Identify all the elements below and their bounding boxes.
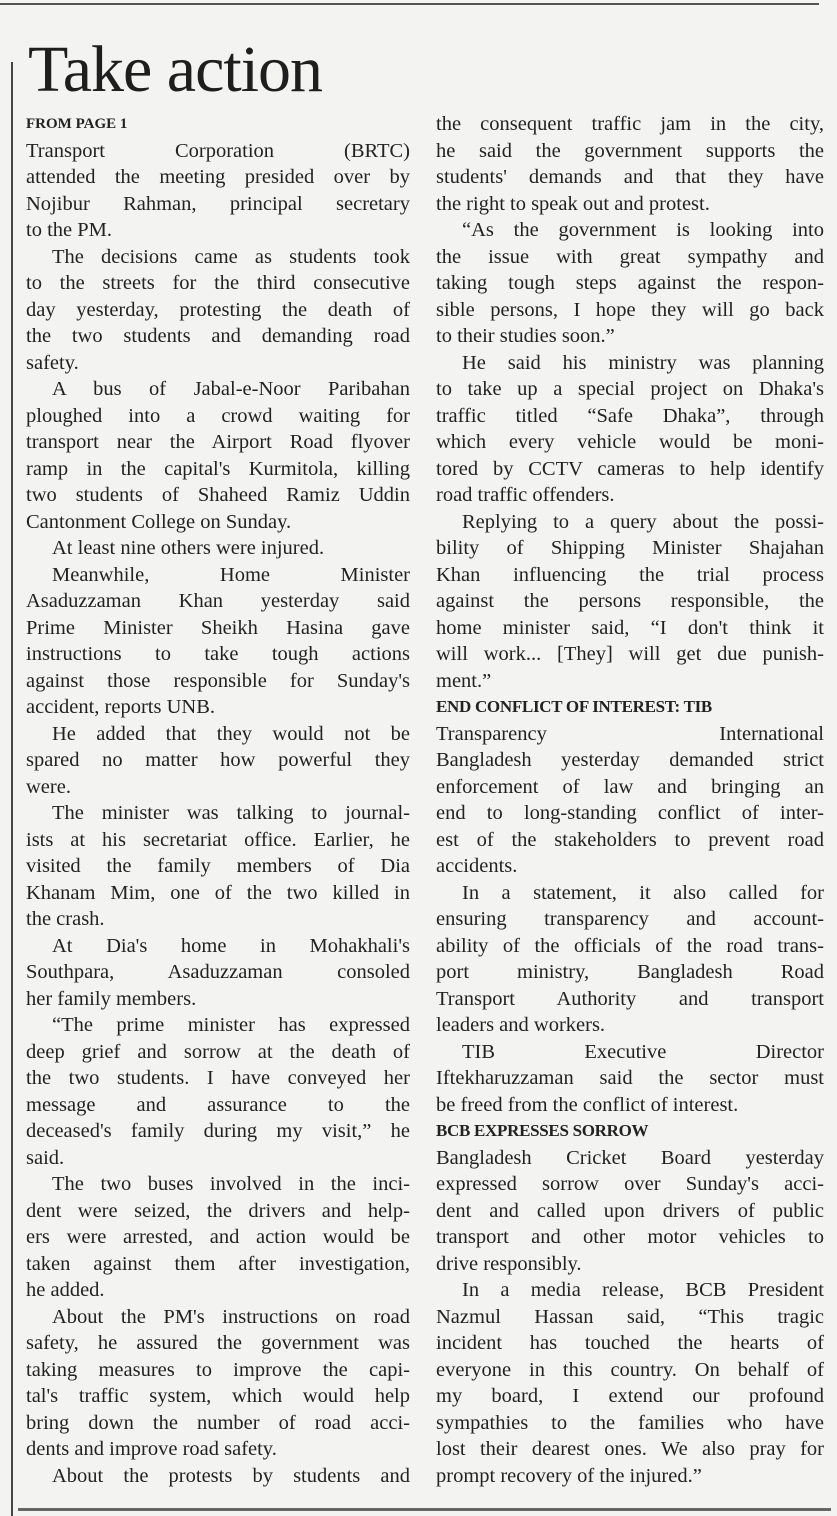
paragraph xyxy=(26,1463,410,1490)
text-line: sympathies to the families who have xyxy=(436,1411,824,1434)
text-line: taking measures to improve the capi- xyxy=(26,1358,410,1381)
text-line: sible persons, I hope they will go back xyxy=(436,298,824,321)
text-line: the two students and demanding road xyxy=(26,325,410,347)
text-line: he said the government supports the xyxy=(436,139,824,162)
text-line: Prime Minister Sheikh Hasina gave xyxy=(26,616,410,639)
text-line: visited the family members of Dia xyxy=(26,855,410,877)
text-line: taken against them after investigation, xyxy=(26,1252,410,1275)
text-line: spared no matter how powerful they xyxy=(26,749,410,771)
text-line: to the PM. xyxy=(26,219,112,241)
paragraph xyxy=(436,111,824,217)
text-line: In a media release, BCB President xyxy=(462,1279,824,1301)
text-line: my board, I extend our profound xyxy=(436,1385,824,1407)
kicker-label xyxy=(26,111,410,138)
text-line: TIB Executive Director xyxy=(462,1040,824,1063)
text-line: the issue with great sympathy and xyxy=(436,245,824,268)
text-line: enforcement of law and bringing an xyxy=(436,775,824,798)
paragraph xyxy=(26,562,410,721)
text-line: Meanwhile, Home Minister xyxy=(52,563,410,586)
text-line: day yesterday, protesting the death of xyxy=(26,298,410,321)
text-line: Replying to a query about the possi- xyxy=(462,510,824,533)
text-line: against the persons responsible, the xyxy=(436,590,824,612)
text-line: ers were arrested, and action would be xyxy=(26,1226,410,1248)
text-line: Transparency International xyxy=(436,722,824,745)
text-line: He added that they would not be xyxy=(52,722,410,745)
paragraph xyxy=(436,1145,824,1278)
text-line: deceased's family during my visit,” he xyxy=(26,1120,410,1142)
text-line: dent were seized, the drivers and help- xyxy=(26,1199,410,1222)
text-line: two students of Shaheed Ramiz Uddin xyxy=(26,484,410,506)
headline: Take action xyxy=(28,33,323,106)
text-line: Asaduzzaman Khan yesterday said xyxy=(26,590,410,612)
paragraph xyxy=(26,1171,410,1304)
text-line: accidents. xyxy=(436,855,518,877)
paragraph xyxy=(436,880,824,1039)
text-line: home minister said, “I don't think it xyxy=(436,616,824,639)
text-line: road traffic offenders. xyxy=(436,484,615,506)
text-line: “As the government is looking into xyxy=(462,219,824,241)
paragraph xyxy=(26,376,410,535)
paragraph xyxy=(26,535,410,562)
text-line: incident has touched the hearts of xyxy=(436,1332,824,1354)
text-line: Nazmul Hassan said, “This tragic xyxy=(436,1305,824,1328)
bottom-rule xyxy=(18,1508,831,1511)
text-line: the consequent traffic jam in the city, xyxy=(436,113,824,135)
text-line: Southpara, Asaduzzaman consoled xyxy=(26,961,410,983)
text-line: Bangladesh Cricket Board yesterday xyxy=(436,1146,824,1169)
text-line: transport and other motor vehicles to xyxy=(436,1226,824,1248)
text-line: tal's traffic system, which would help xyxy=(26,1385,410,1407)
text-line: prompt recovery of the injured.” xyxy=(436,1464,702,1487)
paragraph xyxy=(436,721,824,880)
text-line: to take up a special project on Dhaka's xyxy=(436,378,824,400)
text-line: against those responsible for Sunday's xyxy=(26,669,410,692)
text-line: Iftekharuzzaman said the sector must xyxy=(436,1067,824,1089)
text-line: Khanam Mim, one of the two killed in xyxy=(26,881,410,904)
text-line: ability of the officials of the road trans- xyxy=(436,934,824,957)
paragraph xyxy=(26,1304,410,1463)
paragraph xyxy=(436,350,824,509)
text-line: A bus of Jabal-e-Noor Paribahan xyxy=(52,378,410,400)
paragraph xyxy=(26,721,410,801)
paragraph xyxy=(26,1012,410,1171)
article-column-left xyxy=(26,111,410,1489)
paragraph xyxy=(436,509,824,695)
paragraph xyxy=(26,138,410,244)
text-line: Transport Authority and transport xyxy=(436,987,824,1010)
text-line: He said his ministry was planning xyxy=(462,351,824,374)
text-line: deep grief and sorrow at the death of xyxy=(26,1040,410,1063)
section-subhead xyxy=(436,1118,824,1145)
text-line: bility of Shipping Minister Shajahan xyxy=(436,537,824,559)
paragraph xyxy=(26,933,410,1013)
text-line: end to long-standing conflict of inter- xyxy=(436,802,824,824)
text-line: dents and improve road safety. xyxy=(26,1438,277,1460)
text-line: expressed sorrow over Sunday's acci- xyxy=(436,1173,824,1195)
text-line: FROM PAGE 1 xyxy=(26,116,128,132)
text-line: were. xyxy=(26,775,71,798)
text-line: “The prime minister has expressed xyxy=(52,1014,410,1036)
text-line: students' demands and that they have xyxy=(436,166,824,188)
left-column-rule xyxy=(11,62,13,1516)
text-line: Khan influencing the trial process xyxy=(436,563,824,586)
text-line: tored by CCTV cameras to help identify xyxy=(436,457,824,480)
text-line: ists at his secretariat office. Earlier, he xyxy=(26,828,410,851)
text-line: The minister was talking to journal- xyxy=(52,802,410,824)
text-line: END CONFLICT OF INTEREST: TIB xyxy=(436,697,712,716)
text-line: be freed from the conflict of interest. xyxy=(436,1093,739,1116)
text-line: About the PM's instructions on road xyxy=(52,1305,410,1328)
text-line: port ministry, Bangladesh Road xyxy=(436,961,824,983)
text-line: said. xyxy=(26,1146,65,1169)
text-line: BCB EXPRESSES SORROW xyxy=(436,1121,649,1140)
paragraph xyxy=(436,1277,824,1489)
paragraph xyxy=(436,1039,824,1119)
text-line: to their studies soon.” xyxy=(436,325,615,347)
text-line: drive responsibly. xyxy=(436,1252,582,1275)
text-line: everyone in this country. On behalf of xyxy=(436,1358,824,1381)
text-line: The decisions came as students took xyxy=(52,245,410,268)
text-line: transport near the Airport Road flyover xyxy=(26,431,410,453)
text-line: the right to speak out and protest. xyxy=(436,192,710,215)
article-column-right xyxy=(436,111,824,1489)
text-line: lost their dearest ones. We also pray for xyxy=(436,1438,824,1460)
text-line: At least nine others were injured. xyxy=(52,537,325,559)
text-line: leaders and workers. xyxy=(436,1014,606,1036)
text-line: Nojibur Rahman, principal secretary xyxy=(26,192,410,215)
text-line: will work... [They] will get due punish- xyxy=(436,643,824,665)
text-line: ment.” xyxy=(436,669,492,692)
text-line: bring down the number of road acci- xyxy=(26,1411,410,1434)
text-line: ramp in the capital's Kurmitola, killing xyxy=(26,457,410,480)
top-rule xyxy=(0,3,819,5)
text-line: the two students. I have conveyed her xyxy=(26,1067,410,1089)
text-line: which every vehicle would be moni- xyxy=(436,431,824,453)
text-line: Transport Corporation (BRTC) xyxy=(26,139,410,162)
text-line: accident, reports UNB. xyxy=(26,696,215,718)
text-line: her family members. xyxy=(26,987,197,1010)
text-line: traffic titled “Safe Dhaka”, through xyxy=(436,404,824,427)
text-line: safety, he assured the government was xyxy=(26,1332,410,1354)
text-line: Bangladesh yesterday demanded strict xyxy=(436,749,824,771)
paragraph xyxy=(26,244,410,377)
text-line: taking tough steps against the respon- xyxy=(436,272,824,294)
text-line: instructions to take tough actions xyxy=(26,643,410,665)
paragraph xyxy=(26,800,410,933)
text-line: message and assurance to the xyxy=(26,1093,410,1116)
text-line: dent and called upon drivers of public xyxy=(436,1199,824,1222)
text-line: safety. xyxy=(26,351,79,374)
text-line: ensuring transparency and account- xyxy=(436,908,824,930)
section-subhead xyxy=(436,694,824,721)
text-line: he added. xyxy=(26,1279,105,1301)
text-line: In a statement, it also called for xyxy=(462,881,824,904)
text-line: attended the meeting presided over by xyxy=(26,166,410,188)
text-line: ploughed into a crowd waiting for xyxy=(26,404,410,427)
text-line: The two buses involved in the inci- xyxy=(52,1173,410,1195)
text-line: About the protests by students and xyxy=(52,1464,410,1487)
text-line: the crash. xyxy=(26,908,105,930)
text-line: Cantonment College on Sunday. xyxy=(26,510,292,533)
text-line: est of the stakeholders to prevent road xyxy=(436,828,824,851)
text-line: At Dia's home in Mohakhali's xyxy=(52,934,410,957)
paragraph xyxy=(436,217,824,350)
text-line: to the streets for the third consecutive xyxy=(26,272,410,294)
